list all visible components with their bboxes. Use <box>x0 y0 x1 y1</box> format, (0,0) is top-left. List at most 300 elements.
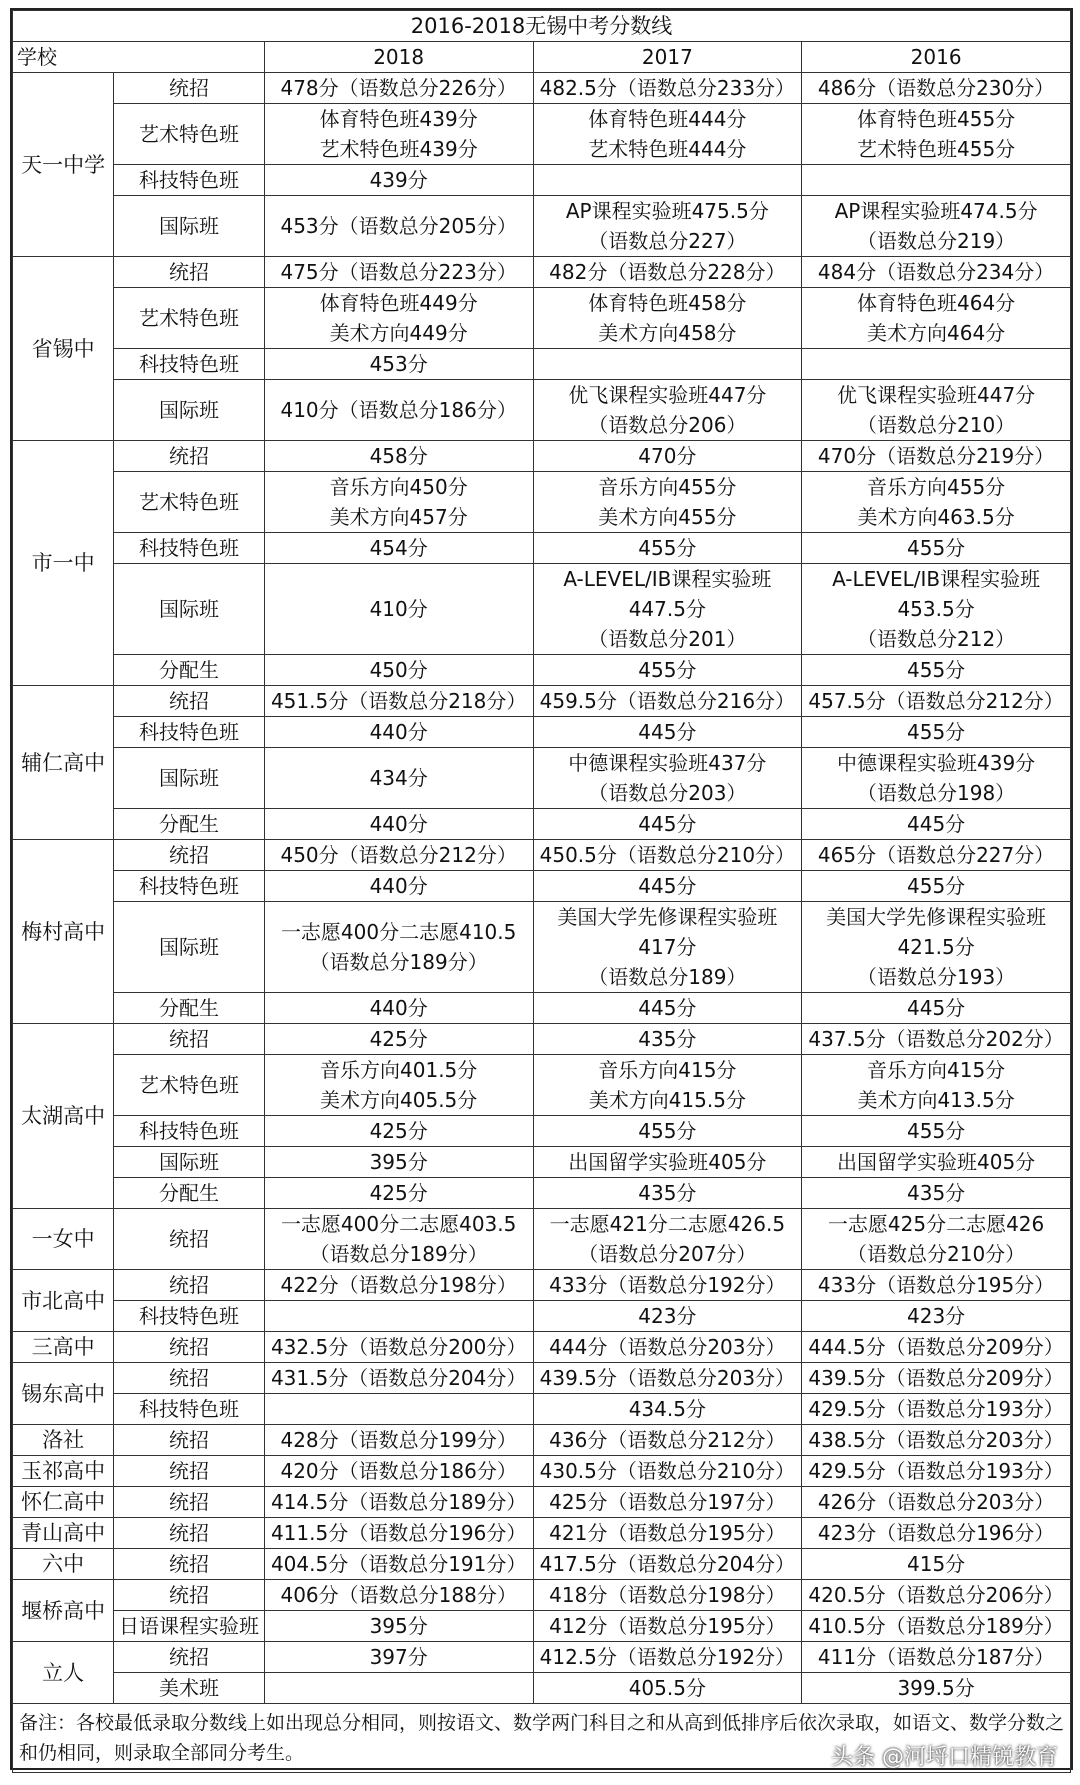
score-line: （语数总分207分） <box>578 1242 757 1266</box>
score-line: 美术方向457分 <box>329 505 468 529</box>
enrollment-type: 艺术特色班 <box>114 104 265 165</box>
score-cell <box>264 73 533 104</box>
table-row <box>13 1024 1071 1055</box>
score-line: 美术方向458分 <box>598 321 737 345</box>
score-line: 482.5分（语数总分233分） <box>539 76 796 100</box>
score-line: 445分 <box>638 996 697 1020</box>
score-line: 美术方向455分 <box>598 505 737 529</box>
table-row <box>13 809 1071 840</box>
enrollment-type: 科技特色班 <box>114 1116 265 1147</box>
score-cell <box>533 902 802 993</box>
school-name: 洛社 <box>13 1425 114 1456</box>
score-cell <box>533 196 802 257</box>
score-line: （语数总分189） <box>588 965 747 989</box>
header-year-2017: 2017 <box>533 42 802 73</box>
enrollment-type: 科技特色班 <box>114 871 265 902</box>
table-row <box>13 380 1071 441</box>
score-line: 399.5分 <box>897 1676 975 1700</box>
score-cell <box>264 1209 533 1270</box>
enrollment-type: 国际班 <box>114 1147 265 1178</box>
score-cell <box>802 1301 1071 1332</box>
score-cell <box>264 1394 533 1425</box>
score-line: （语数总分210分） <box>847 1242 1026 1266</box>
score-line: 455分 <box>638 1119 697 1143</box>
score-cell <box>533 257 802 288</box>
title-row <box>13 11 1071 42</box>
score-cell <box>533 1147 802 1178</box>
score-cell <box>802 655 1071 686</box>
table-row <box>13 1116 1071 1147</box>
enrollment-type: 统招 <box>114 441 265 472</box>
enrollment-type: 统招 <box>114 1209 265 1270</box>
table-row <box>13 165 1071 196</box>
enrollment-type: 分配生 <box>114 809 265 840</box>
score-line: 410.5分（语数总分189分） <box>808 1614 1064 1638</box>
score-line: 434分 <box>369 766 428 790</box>
score-cell <box>533 104 802 165</box>
score-line: 425分（语数总分197分） <box>549 1490 786 1514</box>
score-cell <box>533 441 802 472</box>
school-name: 青山高中 <box>13 1518 114 1549</box>
table-row <box>13 288 1071 349</box>
score-line: 439分 <box>369 168 428 192</box>
score-line: 一志愿400分二志愿410.5 <box>280 920 517 944</box>
table-row <box>13 871 1071 902</box>
table-row <box>13 472 1071 533</box>
score-line: （语数总分189分） <box>309 1242 488 1266</box>
score-line: 体育特色班449分 <box>319 291 478 315</box>
table-row <box>13 1147 1071 1178</box>
score-cell <box>533 288 802 349</box>
score-line: 优飞课程实验班447分 <box>568 383 767 407</box>
school-name: 怀仁高中 <box>13 1487 114 1518</box>
score-line: 455分 <box>907 658 966 682</box>
score-line: 395分 <box>369 1150 428 1174</box>
score-line: 一志愿421分二志愿426.5 <box>549 1212 786 1236</box>
score-cell <box>264 1580 533 1611</box>
score-cell <box>264 165 533 196</box>
score-cell <box>802 472 1071 533</box>
score-cell <box>264 472 533 533</box>
score-cell <box>264 809 533 840</box>
score-line: 美术方向463.5分 <box>857 505 1015 529</box>
score-line: 412分（语数总分195分） <box>549 1614 786 1638</box>
score-cell <box>533 993 802 1024</box>
score-line: 艺术特色班444分 <box>588 137 747 161</box>
score-cell <box>802 993 1071 1024</box>
score-cell <box>264 1518 533 1549</box>
score-cell <box>264 1487 533 1518</box>
score-cell <box>264 288 533 349</box>
score-cell <box>533 1363 802 1394</box>
score-cell <box>802 1332 1071 1363</box>
score-line: 475分（语数总分223分） <box>280 260 517 284</box>
table-row <box>13 257 1071 288</box>
footnote: 备注：各校最低录取分数线上如出现总分相同，则按语文、数学两门科目之和从高到低排序后依次录取，如语文、数学分数之和仍相同，则录取全部同分考生。 <box>13 1704 1071 1773</box>
table-row <box>13 1209 1071 1270</box>
score-line: 426分（语数总分203分） <box>817 1490 1055 1514</box>
score-line: 437.5分（语数总分202分） <box>808 1027 1064 1051</box>
score-line: （语数总分212） <box>857 627 1016 651</box>
score-line: 440分 <box>369 720 428 744</box>
score-line: 458分 <box>369 444 428 468</box>
score-cell <box>533 871 802 902</box>
score-line: 美术方向449分 <box>329 321 468 345</box>
score-line: 429.5分（语数总分193分） <box>808 1459 1064 1483</box>
score-line: 395分 <box>369 1614 428 1638</box>
score-line: 455分 <box>907 720 966 744</box>
enrollment-type: 分配生 <box>114 1178 265 1209</box>
score-line: 美国大学先修课程实验班 <box>826 905 1047 929</box>
score-line: 音乐方向450分 <box>329 475 468 499</box>
score-cell <box>533 1549 802 1580</box>
score-line: 425分 <box>369 1027 428 1051</box>
score-cell <box>264 748 533 809</box>
score-line: 音乐方向455分 <box>867 475 1006 499</box>
score-line: 412.5分（语数总分192分） <box>539 1645 796 1669</box>
score-cell <box>533 748 802 809</box>
score-line: 出国留学实验班405分 <box>568 1150 767 1174</box>
table-row <box>13 1425 1071 1456</box>
school-name: 天一中学 <box>13 73 114 257</box>
score-cell <box>264 1642 533 1673</box>
score-cell <box>802 686 1071 717</box>
score-cell <box>264 1147 533 1178</box>
score-line: 体育特色班464分 <box>857 291 1016 315</box>
score-line: 405.5分 <box>628 1676 706 1700</box>
score-line: 421.5分 <box>897 935 975 959</box>
score-cell <box>264 871 533 902</box>
table-row <box>13 1611 1071 1642</box>
score-cell <box>802 533 1071 564</box>
score-table <box>12 10 1071 1773</box>
score-cell <box>533 1518 802 1549</box>
enrollment-type: 统招 <box>114 1332 265 1363</box>
score-line: 435分 <box>907 1181 966 1205</box>
enrollment-type: 统招 <box>114 1518 265 1549</box>
score-cell <box>264 1055 533 1116</box>
score-cell <box>802 349 1071 380</box>
score-line: 美术方向405.5分 <box>320 1088 478 1112</box>
score-line: 美术方向464分 <box>867 321 1006 345</box>
table-row <box>13 1178 1071 1209</box>
score-line: 410分（语数总分186分） <box>280 398 517 422</box>
score-cell <box>533 380 802 441</box>
score-line: A-LEVEL/IB课程实验班 <box>563 567 772 591</box>
score-line: AP课程实验班474.5分 <box>834 199 1038 223</box>
score-cell <box>533 1642 802 1673</box>
score-line: 中德课程实验班437分 <box>568 751 767 775</box>
score-line: 音乐方向455分 <box>598 475 737 499</box>
score-table-sheet <box>10 8 1073 1770</box>
school-name: 太湖高中 <box>13 1024 114 1209</box>
score-line: 450分（语数总分212分） <box>280 843 517 867</box>
enrollment-type: 统招 <box>114 1487 265 1518</box>
score-line: 465分（语数总分227分） <box>817 843 1055 867</box>
enrollment-type: 统招 <box>114 1642 265 1673</box>
score-cell <box>264 1024 533 1055</box>
score-cell <box>802 1270 1071 1301</box>
score-line: 445分 <box>638 720 697 744</box>
score-cell <box>533 1487 802 1518</box>
score-line: 音乐方向415分 <box>867 1058 1006 1082</box>
score-line: 455分 <box>638 536 697 560</box>
score-line: 482分（语数总分228分） <box>549 260 786 284</box>
enrollment-type: 统招 <box>114 1270 265 1301</box>
table-row <box>13 441 1071 472</box>
school-name: 三高中 <box>13 1332 114 1363</box>
score-cell <box>802 1055 1071 1116</box>
score-cell <box>533 1116 802 1147</box>
table-row <box>13 1456 1071 1487</box>
score-line: （语数总分219） <box>857 229 1016 253</box>
score-line: 478分（语数总分226分） <box>280 76 517 100</box>
score-line: 445分 <box>907 996 966 1020</box>
enrollment-type: 分配生 <box>114 993 265 1024</box>
score-line: 470分（语数总分219分） <box>817 444 1055 468</box>
score-cell <box>533 472 802 533</box>
score-line: （语数总分206） <box>588 413 747 437</box>
table-row <box>13 1549 1071 1580</box>
score-line: 425分 <box>369 1119 428 1143</box>
score-line: 体育特色班458分 <box>588 291 747 315</box>
score-cell <box>533 1456 802 1487</box>
score-cell <box>264 1549 533 1580</box>
table-row <box>13 104 1071 165</box>
score-cell <box>264 1301 533 1332</box>
table-row <box>13 717 1071 748</box>
score-line: 艺术特色班439分 <box>319 137 478 161</box>
score-line: 486分（语数总分230分） <box>817 76 1055 100</box>
score-cell <box>802 1363 1071 1394</box>
score-cell <box>533 533 802 564</box>
enrollment-type: 统招 <box>114 1580 265 1611</box>
score-cell <box>802 1487 1071 1518</box>
score-cell <box>802 1394 1071 1425</box>
school-name: 玉祁高中 <box>13 1456 114 1487</box>
school-name: 一女中 <box>13 1209 114 1270</box>
enrollment-type: 科技特色班 <box>114 349 265 380</box>
score-line: 418分（语数总分198分） <box>549 1583 786 1607</box>
score-cell <box>802 104 1071 165</box>
score-line: 459.5分（语数总分216分） <box>539 689 796 713</box>
score-cell <box>802 1209 1071 1270</box>
enrollment-type: 统招 <box>114 686 265 717</box>
table-row <box>13 1642 1071 1673</box>
score-line: 422分（语数总分198分） <box>280 1273 517 1297</box>
score-line: 音乐方向401.5分 <box>320 1058 478 1082</box>
score-cell <box>802 809 1071 840</box>
score-line: 410分 <box>369 597 428 621</box>
score-line: 美国大学先修课程实验班 <box>557 905 778 929</box>
score-line: （语数总分210） <box>857 413 1016 437</box>
score-line: 一志愿425分二志愿426 <box>827 1212 1045 1236</box>
score-cell <box>802 441 1071 472</box>
enrollment-type: 国际班 <box>114 380 265 441</box>
enrollment-type: 分配生 <box>114 655 265 686</box>
score-line: 417.5分（语数总分204分） <box>539 1552 796 1576</box>
enrollment-type: 艺术特色班 <box>114 1055 265 1116</box>
score-line: 455分 <box>907 874 966 898</box>
score-line: 438.5分（语数总分203分） <box>808 1428 1064 1452</box>
score-cell <box>533 73 802 104</box>
table-row <box>13 1363 1071 1394</box>
school-name: 六中 <box>13 1549 114 1580</box>
score-line: 417分 <box>638 935 697 959</box>
score-line: 453分 <box>369 352 428 376</box>
score-cell <box>533 1580 802 1611</box>
score-cell <box>264 993 533 1024</box>
score-cell <box>802 1178 1071 1209</box>
header-row <box>13 42 1071 73</box>
score-cell <box>533 1332 802 1363</box>
score-line: 453分（语数总分205分） <box>280 214 517 238</box>
table-row <box>13 1055 1071 1116</box>
header-year-2016: 2016 <box>802 42 1071 73</box>
score-cell <box>533 349 802 380</box>
score-line: （语数总分201） <box>588 627 747 651</box>
enrollment-type: 科技特色班 <box>114 1394 265 1425</box>
score-cell <box>802 1116 1071 1147</box>
score-cell <box>264 1270 533 1301</box>
score-cell <box>264 1178 533 1209</box>
score-line: 420.5分（语数总分206分） <box>808 1583 1064 1607</box>
table-row <box>13 1270 1071 1301</box>
score-line: 439.5分（语数总分209分） <box>808 1366 1064 1390</box>
score-line: 455分 <box>907 1119 966 1143</box>
school-name: 市北高中 <box>13 1270 114 1332</box>
score-cell <box>533 564 802 655</box>
score-line: 420分（语数总分186分） <box>280 1459 517 1483</box>
enrollment-type: 国际班 <box>114 902 265 993</box>
score-cell <box>802 717 1071 748</box>
enrollment-type: 国际班 <box>114 748 265 809</box>
table-row <box>13 1518 1071 1549</box>
table-row <box>13 748 1071 809</box>
score-cell <box>533 1270 802 1301</box>
score-cell <box>533 1425 802 1456</box>
enrollment-type: 国际班 <box>114 196 265 257</box>
score-line: 435分 <box>638 1181 697 1205</box>
table-row <box>13 533 1071 564</box>
table-row <box>13 1580 1071 1611</box>
score-line: 体育特色班455分 <box>857 107 1016 131</box>
score-cell <box>533 686 802 717</box>
score-line: 体育特色班444分 <box>588 107 747 131</box>
table-row <box>13 993 1071 1024</box>
table-row <box>13 1301 1071 1332</box>
enrollment-type: 艺术特色班 <box>114 472 265 533</box>
score-cell <box>533 165 802 196</box>
school-name: 辅仁高中 <box>13 686 114 840</box>
score-line: 440分 <box>369 996 428 1020</box>
score-line: 453.5分 <box>897 597 975 621</box>
score-line: 430.5分（语数总分210分） <box>539 1459 796 1483</box>
table-row <box>13 196 1071 257</box>
table-row <box>13 902 1071 993</box>
table-row <box>13 840 1071 871</box>
enrollment-type: 统招 <box>114 1425 265 1456</box>
score-line: 445分 <box>638 874 697 898</box>
score-cell <box>802 748 1071 809</box>
score-line: 一志愿400分二志愿403.5 <box>280 1212 517 1236</box>
score-cell <box>264 1332 533 1363</box>
score-line: 434.5分 <box>628 1397 706 1421</box>
score-line: 435分 <box>638 1027 697 1051</box>
score-line: 445分 <box>638 812 697 836</box>
score-line: （语数总分189分） <box>309 950 488 974</box>
score-cell <box>802 257 1071 288</box>
school-name: 省锡中 <box>13 257 114 441</box>
score-cell <box>264 717 533 748</box>
watermark-text: 头条 @河埒口精锐教育 <box>831 1745 1058 1770</box>
enrollment-type: 国际班 <box>114 564 265 655</box>
score-line: 444分（语数总分203分） <box>549 1335 786 1359</box>
score-cell <box>533 1301 802 1332</box>
score-line: 436分（语数总分212分） <box>549 1428 786 1452</box>
score-cell <box>264 564 533 655</box>
score-cell <box>533 1024 802 1055</box>
score-line: 470分 <box>638 444 697 468</box>
score-line: 423分（语数总分196分） <box>817 1521 1055 1545</box>
table-row <box>13 1332 1071 1363</box>
score-line: 397分 <box>369 1645 428 1669</box>
score-cell <box>264 380 533 441</box>
score-line: （语数总分198） <box>857 781 1016 805</box>
score-cell <box>802 1024 1071 1055</box>
school-name: 堰桥高中 <box>13 1580 114 1642</box>
enrollment-type: 统招 <box>114 73 265 104</box>
score-line: 432.5分（语数总分200分） <box>270 1335 527 1359</box>
score-line: 433分（语数总分192分） <box>549 1273 786 1297</box>
score-cell <box>533 1673 802 1704</box>
score-cell <box>264 655 533 686</box>
score-cell <box>533 840 802 871</box>
score-line: AP课程实验班475.5分 <box>565 199 769 223</box>
score-line: 423分 <box>907 1304 966 1328</box>
score-cell <box>802 840 1071 871</box>
score-cell <box>802 1549 1071 1580</box>
score-line: 484分（语数总分234分） <box>817 260 1055 284</box>
header-year-2018: 2018 <box>264 42 533 73</box>
enrollment-type: 科技特色班 <box>114 1301 265 1332</box>
score-cell <box>264 902 533 993</box>
score-line: 440分 <box>369 812 428 836</box>
score-line: 433分（语数总分195分） <box>817 1273 1055 1297</box>
score-cell <box>802 380 1071 441</box>
enrollment-type: 科技特色班 <box>114 717 265 748</box>
score-cell <box>264 349 533 380</box>
school-name: 市一中 <box>13 441 114 686</box>
score-line: 454分 <box>369 536 428 560</box>
table-row <box>13 73 1071 104</box>
score-cell <box>802 871 1071 902</box>
score-cell <box>802 288 1071 349</box>
score-cell <box>264 533 533 564</box>
score-cell <box>264 1425 533 1456</box>
score-cell <box>533 809 802 840</box>
score-line: 体育特色班439分 <box>319 107 478 131</box>
score-cell <box>533 1209 802 1270</box>
table-row <box>13 1487 1071 1518</box>
enrollment-type: 统招 <box>114 257 265 288</box>
score-line: 421分（语数总分195分） <box>549 1521 786 1545</box>
score-line: 423分 <box>638 1304 697 1328</box>
score-cell <box>802 1147 1071 1178</box>
enrollment-type: 统招 <box>114 1024 265 1055</box>
score-cell <box>264 686 533 717</box>
score-line: 411.5分（语数总分196分） <box>270 1521 527 1545</box>
